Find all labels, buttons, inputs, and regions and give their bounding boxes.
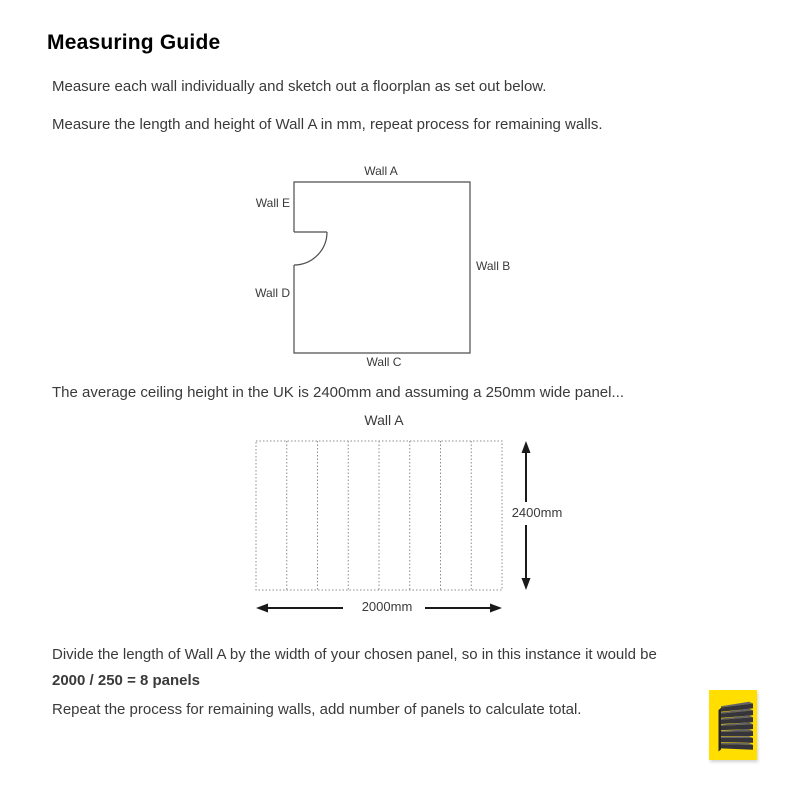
floorplan-wall-outline	[294, 182, 470, 353]
wall-a-label: Wall A	[364, 164, 398, 178]
formula-text: 2000 / 250 = 8 panels	[52, 672, 201, 689]
panel-diagram	[240, 435, 570, 625]
repeat-paragraph: Repeat the process for remaining walls, add number of panels to calculate total.	[52, 701, 582, 718]
wall-d-label: Wall D	[255, 286, 290, 300]
wall-e-label: Wall E	[255, 196, 290, 210]
intro-paragraph-1: Measure each wall individually and sketch out a floorplan as set out below.	[52, 78, 547, 95]
panel-stack-logo	[709, 690, 757, 760]
length-dimension-label: 2000mm	[356, 599, 418, 615]
height-dimension-label: 2400mm	[506, 505, 568, 521]
ceiling-height-paragraph: The average ceiling height in the UK is 2400mm and assuming a 250mm wide panel...	[52, 384, 624, 401]
page-title: Measuring Guide	[47, 31, 221, 54]
intro-paragraph-2: Measure the length and height of Wall A in mm, repeat process for remaining walls.	[52, 116, 603, 133]
door-swing-arc	[294, 232, 327, 265]
wall-c-label: Wall C	[366, 355, 402, 369]
divide-paragraph: Divide the length of Wall A by the width of your chosen panel, so in this instance it would be	[52, 646, 657, 663]
wall-b-label: Wall B	[476, 259, 511, 273]
panel-divider-lines	[287, 441, 472, 590]
panel-stack-icon	[709, 690, 757, 760]
panel-diagram-title: Wall A	[364, 412, 404, 428]
